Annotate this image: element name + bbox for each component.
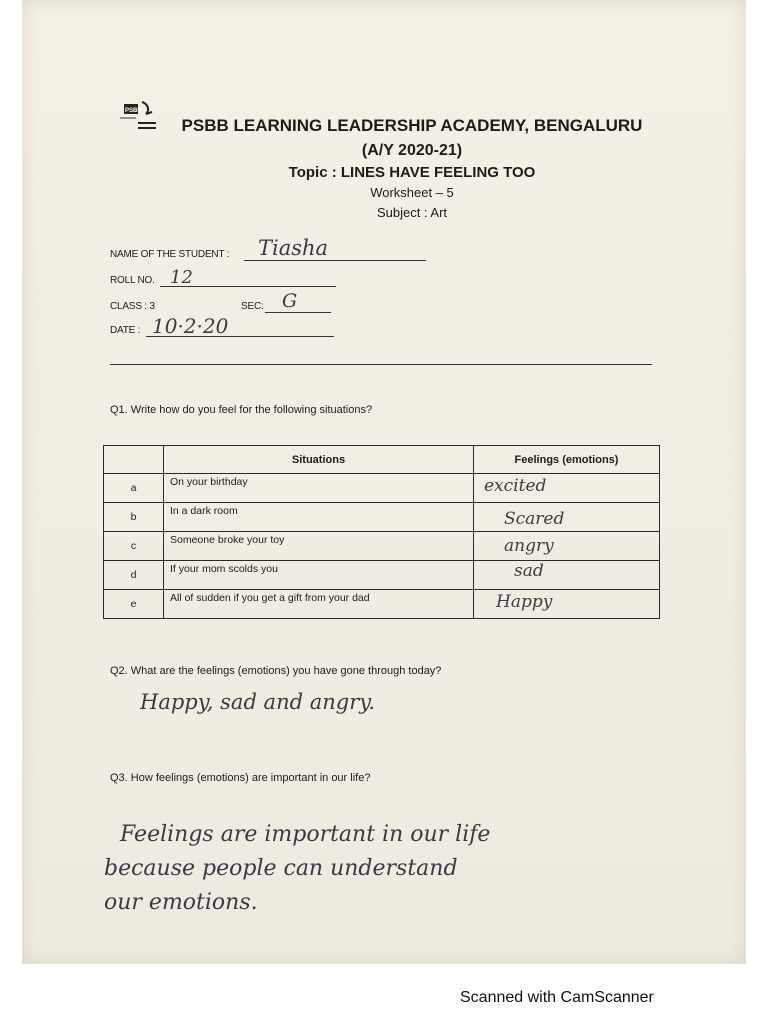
row-feeling: excited: [484, 476, 547, 496]
worksheet-number: Worksheet – 5: [370, 185, 454, 200]
header-feelings: Feelings (emotions): [474, 446, 660, 474]
row-feeling-cell: [474, 503, 660, 532]
section-line: [265, 312, 331, 313]
row-situation: If your mom scolds you: [164, 561, 474, 590]
q2-answer: Happy, sad and angry.: [140, 690, 375, 714]
q3-answer-line-2: because people can understand: [104, 856, 458, 881]
topic-title: Topic : LINES HAVE FEELING TOO: [288, 164, 536, 181]
table-row: [104, 532, 660, 561]
situations-table: [103, 445, 660, 619]
row-feeling-cell: [474, 590, 660, 619]
scanner-watermark: Scanned with CamScanner: [460, 989, 654, 1006]
row-feeling: Scared: [504, 509, 565, 529]
row-letter: d: [104, 561, 164, 590]
row-letter: a: [104, 474, 164, 503]
roll-number: 12: [170, 267, 193, 288]
row-feeling-cell: [474, 561, 660, 590]
table-row: [104, 590, 660, 619]
name-line: [244, 260, 426, 261]
student-name: Tiasha: [258, 236, 329, 260]
section-label: SEC:: [241, 301, 264, 312]
q3-question: Q3. How feelings (emotions) are important in our life?: [110, 772, 371, 784]
logo-text: PSBB: [125, 108, 142, 114]
header-situations: Situations: [164, 446, 474, 474]
name-label: NAME OF THE STUDENT :: [110, 249, 230, 260]
date-label: DATE :: [110, 325, 141, 336]
row-situation: All of sudden if you get a gift from your dad: [164, 590, 474, 619]
q3-answer-line-3: our emotions.: [104, 890, 258, 915]
q1-question: Q1. Write how do you feel for the following situations?: [110, 404, 373, 416]
row-situation: In a dark room: [164, 503, 474, 532]
row-situation: On your birthday: [164, 474, 474, 503]
table-row: [104, 503, 660, 532]
row-letter: b: [104, 503, 164, 532]
table-header-row: [104, 446, 660, 474]
row-feeling: sad: [514, 561, 544, 581]
header-index: [104, 446, 164, 474]
date-value: 10·2·20: [152, 314, 229, 338]
table-row: [104, 561, 660, 590]
row-feeling: Happy: [496, 592, 553, 612]
row-letter: e: [104, 590, 164, 619]
q3-answer-line-1: Feelings are important in our life: [120, 822, 491, 847]
academic-year: (A/Y 2020-21): [361, 142, 463, 159]
row-feeling-cell: [474, 474, 660, 503]
roll-label: ROLL NO.: [110, 275, 155, 286]
q2-question: Q2. What are the feelings (emotions) you have gone through today?: [110, 665, 442, 677]
school-name: PSBB LEARNING LEADERSHIP ACADEMY, BENGALURU: [181, 116, 643, 135]
section-value: G: [282, 290, 298, 312]
table-row: [104, 474, 660, 503]
row-situation: Someone broke your toy: [164, 532, 474, 561]
section-divider: [110, 364, 652, 365]
class-label: CLASS : 3: [110, 301, 155, 312]
subject-label: Subject : Art: [376, 205, 448, 220]
row-feeling-cell: [474, 532, 660, 561]
row-feeling: angry: [504, 536, 554, 556]
row-letter: c: [104, 532, 164, 561]
